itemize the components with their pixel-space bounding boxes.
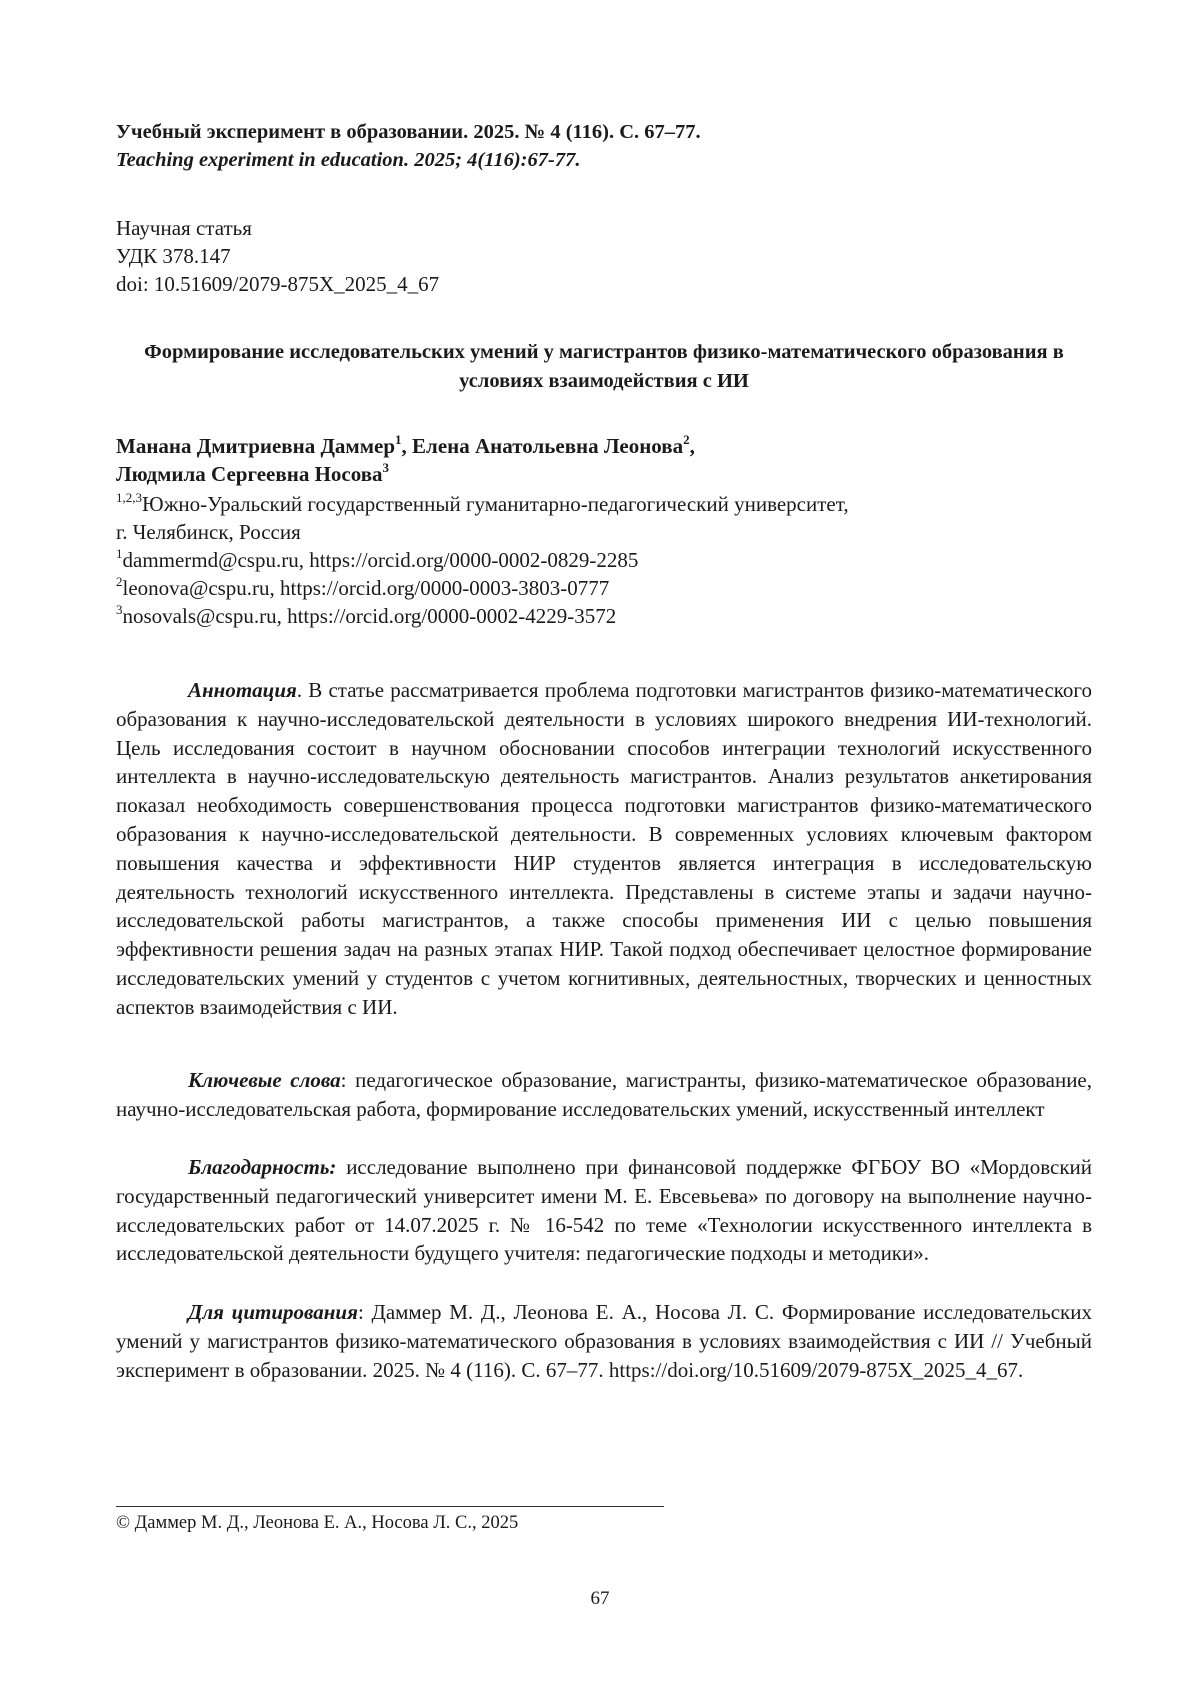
author-sep: , — [689, 434, 695, 458]
contact-3 — [116, 602, 1092, 630]
udc-code: УДК 378.147 — [116, 244, 231, 268]
acknowledgments-paragraph — [116, 1153, 1092, 1268]
authors-line-2 — [116, 460, 1092, 488]
abstract-paragraph — [116, 676, 1092, 1022]
author-2-sup: 2 — [683, 432, 690, 447]
author-1-sup: 1 — [395, 432, 402, 447]
contact-1-text: dammermd@cspu.ru, https://orcid.org/0000-0002-0829-2285 — [122, 548, 639, 572]
article-title: Формирование исследовательских умений у магистрантов физико-математического образования в условиях взаимодействия с ИИ — [144, 341, 1064, 392]
acknowledgments — [116, 1153, 1092, 1268]
page-number: 67 — [590, 1588, 610, 1609]
affiliation-line-1 — [116, 490, 1092, 518]
contact-1-sup: 1 — [116, 546, 123, 561]
article-type: Научная статья — [116, 216, 252, 240]
citation-label: Для цитирования — [188, 1300, 358, 1324]
footnote-divider — [116, 1506, 664, 1507]
abstract-text: . В статье рассматривается проблема подготовки магистрантов физико-математического образования к научно-исследовательской деятельности в условиях широкого внедрения ИИ-технологий. Цель исследования состоит в научном обосновании способов интеграции технологий искусственного интеллекта в научно-исследовательскую деятельность магистрантов. Анализ результатов анкетирования показал необходимость совершенствования процесса подготовки магистрантов физико-математического образования к научно-исследовательской деятельности. В современных условиях ключевым фактором повышения качества и эффективности НИР студентов является интеграция в исследовательскую деятельность технологий искусственного интеллекта. Представлены в системе этапы и задачи научно-исследовательской работы магистрантов, а также способы применения ИИ с целью повышения эффективности решения задач на разных этапах НИР. Такой подход обеспечивает целостное формирование исследовательских умений у студентов с учетом когнитивных, деятельностных, творческих и ценностных аспектов взаимодействия с ИИ. — [116, 678, 1092, 1019]
citation-text: : Даммер М. Д., Леонова Е. А., Носова Л. С. Формирование исследовательских умений у магистрантов физико-математического образования в условиях взаимодействия с ИИ // Учебный эксперимент в образовании. 2025. № 4 (116). С. 67–77. https://doi.org/10.51609/2079-875X_2025_4_67. — [116, 1300, 1092, 1382]
author-3-sup: 3 — [382, 460, 390, 475]
author-1: Манана Дмитриевна Даммер — [116, 434, 396, 458]
citation — [116, 1298, 1092, 1384]
article-meta — [116, 214, 1092, 298]
journal-header-ru: Учебный эксперимент в образовании. 2025. № 4 (116). С. 67–77. — [116, 121, 701, 143]
affiliation-city: г. Челябинск, Россия — [116, 520, 301, 544]
affiliation-sup: 1,2,3 — [116, 490, 142, 505]
keywords-paragraph — [116, 1066, 1092, 1124]
keywords — [116, 1066, 1092, 1124]
contact-3-text: nosovals@cspu.ru, https://orcid.org/0000-0002-4229-3572 — [122, 604, 617, 628]
affiliation — [116, 490, 1092, 630]
author-2: , Елена Анатольевна Леонова — [401, 434, 684, 458]
abstract-label: Аннотация — [188, 678, 297, 702]
keywords-text: : педагогическое образование, магистранты, физико-математическое образование, научно-исследовательская работа, формирование исследовательских умений, искусственный интеллект — [116, 1068, 1093, 1121]
affiliation-name: Южно-Уральский государственный гуманитарно-педагогический университет, — [142, 492, 849, 516]
contact-2-text: leonova@cspu.ru, https://orcid.org/0000-0003-3803-0777 — [122, 576, 610, 600]
author-3: Людмила Сергеевна Носова — [116, 462, 383, 486]
contact-2-sup: 2 — [116, 574, 123, 589]
acknowledgments-label: Благодарность: — [188, 1155, 337, 1179]
citation-paragraph — [116, 1298, 1092, 1384]
journal-header-en: Teaching experiment in education. 2025; 4(116):67-77. — [116, 149, 581, 171]
contact-1 — [116, 546, 1092, 574]
keywords-label: Ключевые слова — [188, 1068, 341, 1092]
abstract — [116, 676, 1092, 1022]
copyright: © Даммер М. Д., Леонова Е. А., Носова Л. С., 2025 — [116, 1513, 519, 1533]
authors — [116, 432, 1092, 488]
contact-3-sup: 3 — [116, 602, 123, 617]
contact-2 — [116, 574, 1092, 602]
authors-line-1 — [116, 432, 1092, 460]
acknowledgments-text: исследование выполнено при финансовой поддержке ФГБОУ ВО «Мордовский государственный педагогический университет имени М. Е. Евсевьева» по договору на выполнение научно-исследовательских работ от 14.07.2025 г. № 16-542 по теме «Технологии искусственного интеллекта в исследовательской деятельности будущего учителя: педагогические подходы и методики». — [116, 1155, 1092, 1266]
doi: doi: 10.51609/2079-875X_2025_4_67 — [116, 272, 440, 296]
